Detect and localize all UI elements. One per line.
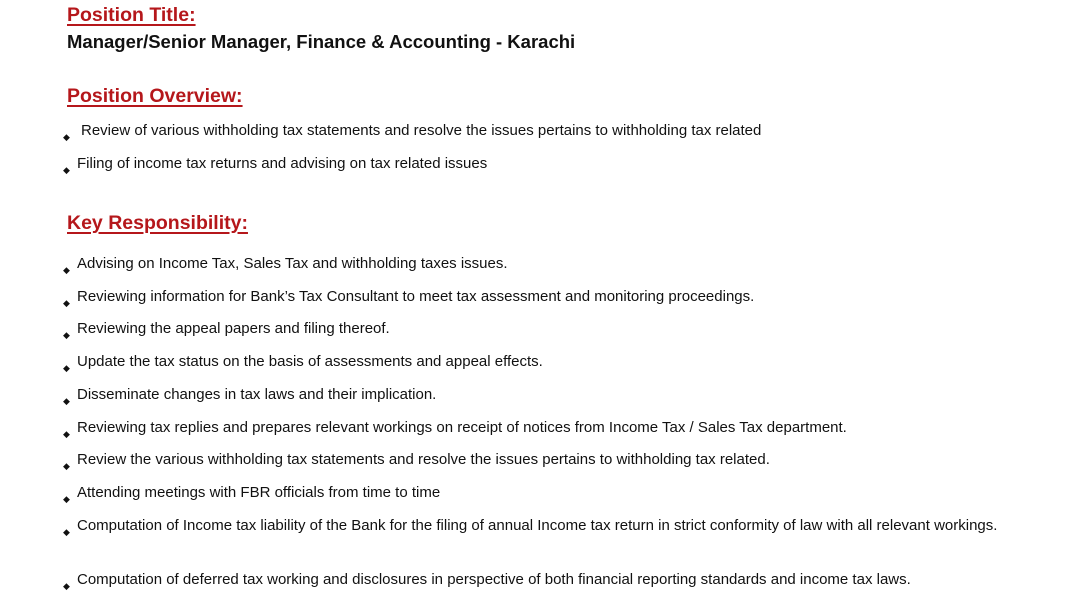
list-item: ◆ Update the tax status on the basis of assessments and appeal effects. — [63, 351, 1038, 373]
key-responsibility-heading: Key Responsibility: — [67, 212, 248, 234]
list-item: ◆ Disseminate changes in tax laws and their implication. — [63, 384, 1038, 406]
list-item: ◆ Reviewing tax replies and prepares relevant workings on receipt of notices from Income Tax / Sales Tax department. — [63, 417, 1038, 439]
list-item: ◆ Advising on Income Tax, Sales Tax and withholding taxes issues. — [63, 253, 1038, 275]
diamond-bullet-icon: ◆ — [63, 132, 70, 142]
diamond-bullet-icon: ◆ — [63, 527, 70, 537]
position-title: Manager/Senior Manager, Finance & Accounting - Karachi — [67, 31, 576, 52]
diamond-bullet-icon: ◆ — [63, 330, 70, 340]
list-item: ◆ Computation of Income tax liability of the Bank for the filing of annual Income tax return in strict conformity of law with all relevant workings. — [63, 515, 1018, 537]
diamond-bullet-icon: ◆ — [63, 494, 70, 504]
list-item: ◆ Review of various withholding tax statements and resolve the issues pertains to withholding tax related — [63, 120, 1038, 142]
list-item: ◆ Reviewing information for Bank’s Tax Consultant to meet tax assessment and monitoring proceedings. — [63, 286, 1038, 308]
diamond-bullet-icon: ◆ — [63, 581, 70, 591]
position-title-heading: Position Title: — [67, 4, 196, 26]
diamond-bullet-icon: ◆ — [63, 461, 70, 471]
diamond-bullet-icon: ◆ — [63, 265, 70, 275]
diamond-bullet-icon: ◆ — [63, 298, 70, 308]
diamond-bullet-icon: ◆ — [63, 429, 70, 439]
position-overview-heading: Position Overview: — [67, 85, 243, 107]
list-item: ◆ Review the various withholding tax statements and resolve the issues pertains to withholding tax related. — [63, 449, 1038, 471]
list-item: ◆ Reviewing the appeal papers and filing thereof. — [63, 318, 1038, 340]
list-item: ◆ Filing of income tax returns and advising on tax related issues — [63, 153, 1038, 175]
diamond-bullet-icon: ◆ — [63, 165, 70, 175]
list-item: ◆ Attending meetings with FBR officials from time to time — [63, 482, 1038, 504]
list-item: ◆ Computation of deferred tax working and disclosures in perspective of both financial reporting standards and income tax laws. — [63, 569, 1038, 591]
diamond-bullet-icon: ◆ — [63, 396, 70, 406]
diamond-bullet-icon: ◆ — [63, 363, 70, 373]
